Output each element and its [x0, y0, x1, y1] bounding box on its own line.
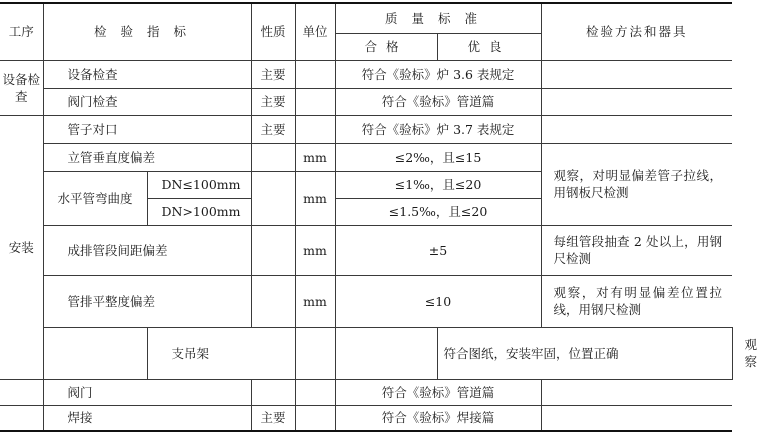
- section-blank: [43, 327, 147, 379]
- table-row: [0, 143, 732, 171]
- row-item: 焊接: [43, 405, 251, 431]
- section-device-check: 设备检查: [0, 60, 43, 115]
- header-indicator: 检验指标: [43, 3, 251, 60]
- row-standard: 符合《验标》炉 3.7 表规定: [335, 115, 541, 143]
- row-unit: mm: [295, 171, 335, 225]
- row-item: 阀门检查: [43, 88, 251, 115]
- row-unit: mm: [295, 275, 335, 327]
- header-row-top: [0, 3, 732, 33]
- row-standard: 符合《验标》焊接篇: [335, 405, 541, 431]
- row-item: 阀门: [43, 379, 251, 405]
- table-row: [0, 405, 732, 431]
- row-item: 支吊架: [147, 327, 295, 379]
- row-method: [541, 60, 732, 88]
- row-unit: [335, 327, 437, 379]
- row-standard: 符合《验标》管道篇: [335, 88, 541, 115]
- table-row: [0, 275, 732, 327]
- row-item: 管排平整度偏差: [43, 275, 251, 327]
- row-nature: [295, 327, 335, 379]
- row-item: 设备检查: [43, 60, 251, 88]
- section-install: 安装: [0, 115, 43, 379]
- row-nature: [251, 143, 295, 171]
- header-unit: 单位: [295, 3, 335, 60]
- row-item: 管子对口: [43, 115, 251, 143]
- header-nature: 性质: [251, 3, 295, 60]
- row-method: [541, 405, 732, 431]
- header-quality-standard: 质量标准: [335, 3, 541, 33]
- method-spacing: 每组管段抽查 2 处以上，用钢尺检测: [541, 225, 732, 275]
- table-row: [0, 115, 732, 143]
- row-standard: ≤1‰，且≤20: [335, 171, 541, 198]
- row-sub-item: DN>100mm: [147, 198, 251, 225]
- row-standard: ≤1.5‰，且≤20: [335, 198, 541, 225]
- row-nature: [251, 225, 295, 275]
- row-unit: [295, 115, 335, 143]
- row-unit: [295, 60, 335, 88]
- table-row: [0, 88, 732, 115]
- row-item: 水平管弯曲度: [43, 171, 147, 225]
- row-standard: 符合图纸，安装牢固，位置正确: [437, 327, 732, 379]
- table-row: [0, 379, 732, 405]
- row-standard: ≤10: [335, 275, 541, 327]
- header-method: 检验方法和器具: [541, 3, 732, 60]
- row-unit: mm: [295, 143, 335, 171]
- row-nature: 主要: [251, 60, 295, 88]
- row-nature: [251, 275, 295, 327]
- row-standard: ≤2‰，且≤15: [335, 143, 541, 171]
- row-item: 立管垂直度偏差: [43, 143, 251, 171]
- section-blank: [0, 379, 43, 405]
- row-nature: [251, 171, 295, 225]
- row-method: [541, 379, 732, 405]
- row-standard: 符合《验标》管道篇: [335, 379, 541, 405]
- row-method: [541, 88, 732, 115]
- row-item: 成排管段间距偏差: [43, 225, 251, 275]
- row-nature: 主要: [251, 88, 295, 115]
- row-nature: 主要: [251, 115, 295, 143]
- table-row: [0, 60, 732, 88]
- header-qualified: 合格: [335, 33, 437, 60]
- method-vertical-horizontal: 观察，对明显偏差管子拉线，用钢板尺检测: [541, 143, 732, 225]
- row-unit: [295, 88, 335, 115]
- method-flatness: 观察，对有明显偏差位置拉线，用钢尺检测: [541, 275, 732, 327]
- row-unit: [295, 379, 335, 405]
- row-standard: ±5: [335, 225, 541, 275]
- section-blank: [0, 405, 43, 431]
- row-nature: 主要: [251, 405, 295, 431]
- row-nature: [251, 379, 295, 405]
- row-unit: mm: [295, 225, 335, 275]
- header-process: 工序: [0, 3, 43, 60]
- row-standard: 符合《验标》炉 3.6 表规定: [335, 60, 541, 88]
- row-unit: [295, 405, 335, 431]
- header-excellent: 优良: [437, 33, 541, 60]
- table-row: 支吊架 符合图纸，安装牢固，位置正确 观察: [0, 327, 732, 379]
- row-sub-item: DN≤100mm: [147, 171, 251, 198]
- inspection-standard-table: [0, 2, 757, 432]
- row-method: [541, 115, 732, 143]
- table-row: [0, 225, 732, 275]
